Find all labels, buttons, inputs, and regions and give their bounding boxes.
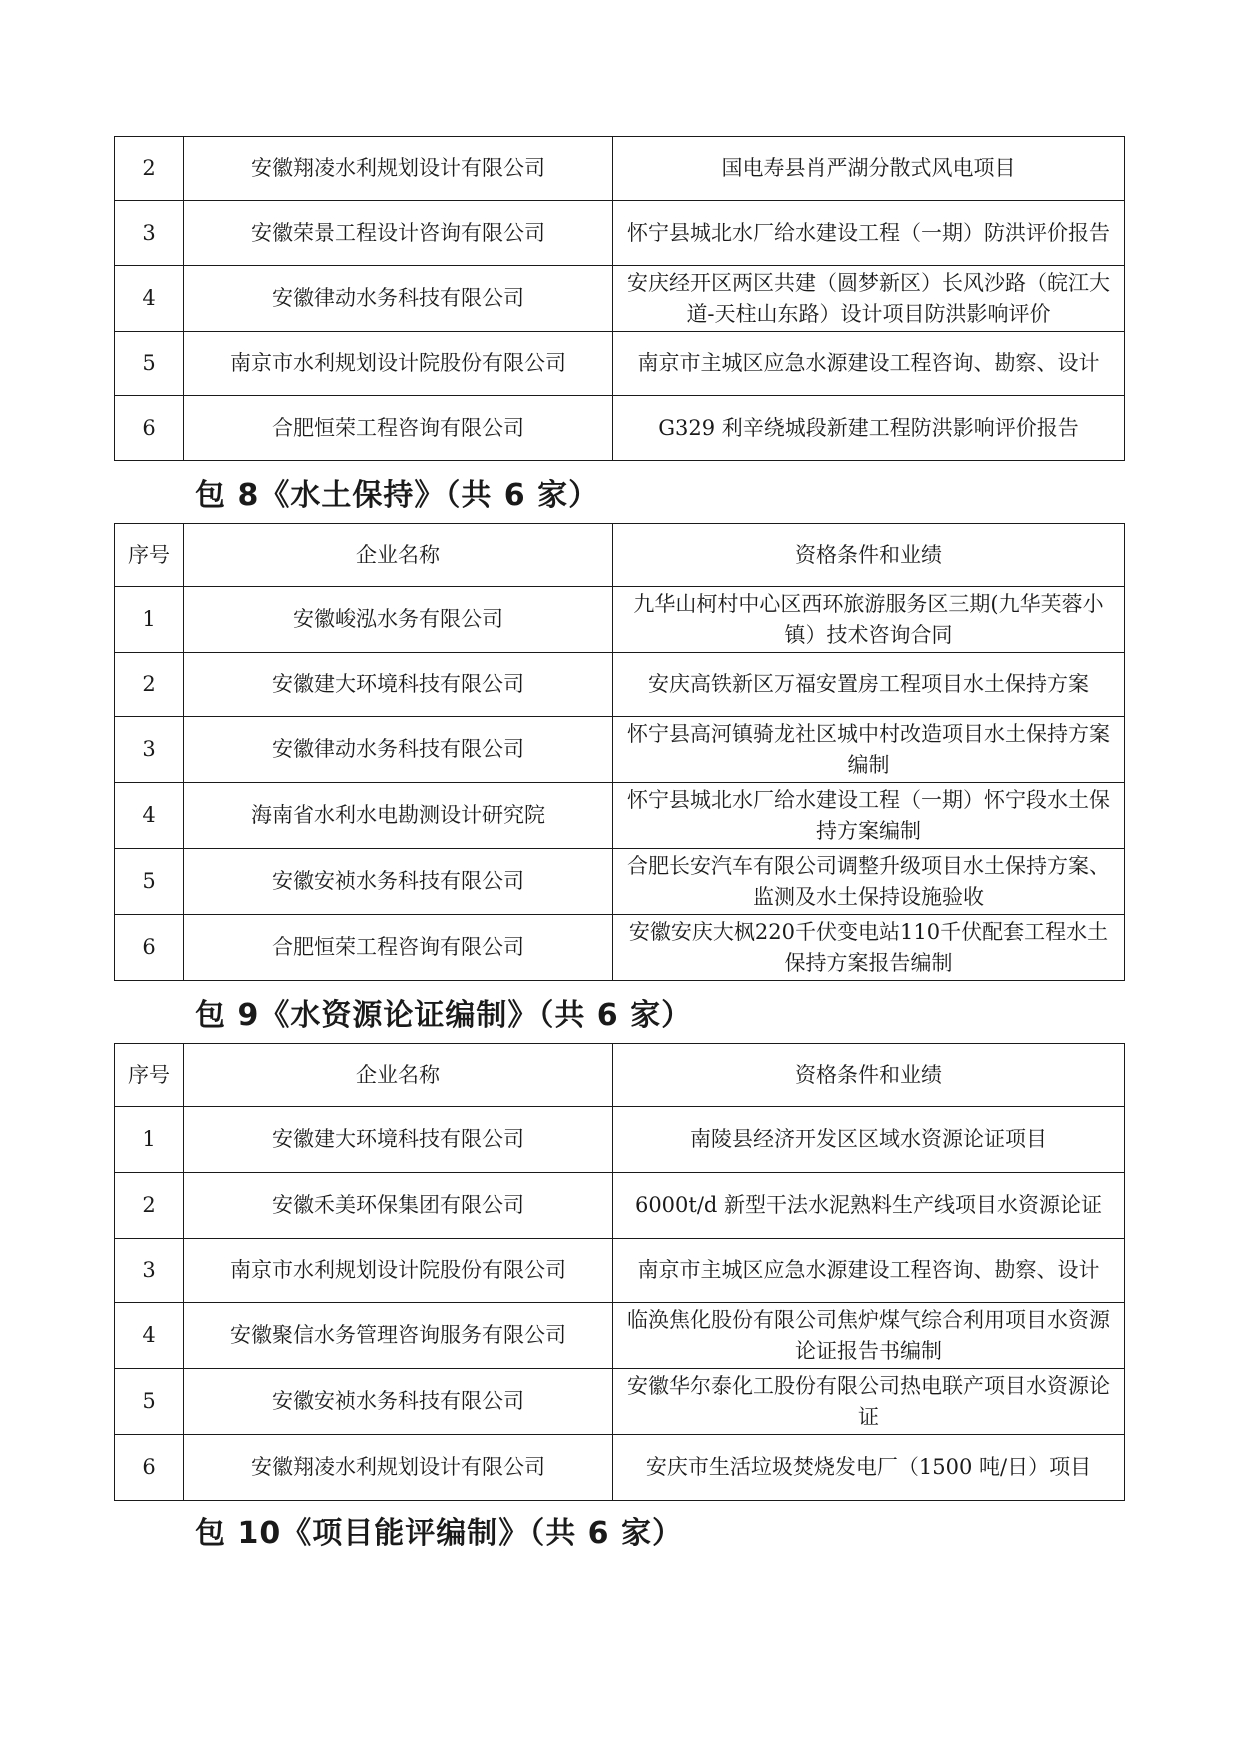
company-name: 安徽荣景工程设计咨询有限公司	[184, 201, 613, 266]
project-record: 合肥长安汽车有限公司调整升级项目水土保持方案、监测及水土保持设施验收	[613, 849, 1125, 915]
project-record: 国电寿县肖严湖分散式风电项目	[613, 137, 1125, 201]
table-row	[115, 396, 1125, 461]
company-name: 安徽峻泓水务有限公司	[184, 587, 613, 653]
row-number: 6	[115, 396, 184, 461]
row-number: 6	[115, 915, 184, 981]
table-row	[115, 717, 1125, 783]
company-name: 安徽翔凌水利规划设计有限公司	[184, 1435, 613, 1501]
row-number: 5	[115, 332, 184, 396]
header-number: 序号	[115, 1044, 184, 1107]
row-number: 4	[115, 783, 184, 849]
table-row	[115, 1369, 1125, 1435]
header-project: 资格条件和业绩	[613, 1044, 1125, 1107]
project-record: 怀宁县城北水厂给水建设工程（一期）怀宁段水土保持方案编制	[613, 783, 1125, 849]
project-record: 安庆经开区两区共建（圆梦新区）长风沙路（皖江大道-天柱山东路）设计项目防洪影响评价	[613, 266, 1125, 332]
company-name: 安徽建大环境科技有限公司	[184, 653, 613, 717]
row-number: 5	[115, 1369, 184, 1435]
table-row	[115, 1303, 1125, 1369]
company-name: 合肥恒荣工程咨询有限公司	[184, 396, 613, 461]
table-row	[115, 1239, 1125, 1303]
company-name: 南京市水利规划设计院股份有限公司	[184, 332, 613, 396]
company-name: 安徽律动水务科技有限公司	[184, 717, 613, 783]
table-row	[115, 266, 1125, 332]
row-number: 3	[115, 201, 184, 266]
project-record: 南京市主城区应急水源建设工程咨询、勘察、设计	[613, 1239, 1125, 1303]
package10-heading: 包 10《项目能评编制》（共 6 家）	[195, 1516, 683, 1551]
project-record: 安庆高铁新区万福安置房工程项目水土保持方案	[613, 653, 1125, 717]
row-number: 1	[115, 587, 184, 653]
table-top	[114, 136, 1125, 461]
table-row	[115, 332, 1125, 396]
table-row	[115, 783, 1125, 849]
project-record: 南陵县经济开发区区域水资源论证项目	[613, 1107, 1125, 1173]
table-row	[115, 587, 1125, 653]
header-company: 企业名称	[184, 524, 613, 587]
company-name: 合肥恒荣工程咨询有限公司	[184, 915, 613, 981]
table-package8	[114, 523, 1125, 981]
project-record: 南京市主城区应急水源建设工程咨询、勘察、设计	[613, 332, 1125, 396]
table-row	[115, 915, 1125, 981]
project-record: 怀宁县城北水厂给水建设工程（一期）防洪评价报告	[613, 201, 1125, 266]
header-company: 企业名称	[184, 1044, 613, 1107]
row-number: 3	[115, 1239, 184, 1303]
project-record: 安徽安庆大枫220千伏变电站110千伏配套工程水土保持方案报告编制	[613, 915, 1125, 981]
table-row	[115, 653, 1125, 717]
package9-heading: 包 9《水资源论证编制》（共 6 家）	[195, 998, 693, 1033]
company-name: 安徽聚信水务管理咨询服务有限公司	[184, 1303, 613, 1369]
table-header-row	[115, 524, 1125, 587]
row-number: 5	[115, 849, 184, 915]
table-row	[115, 201, 1125, 266]
company-name: 安徽禾美环保集团有限公司	[184, 1173, 613, 1239]
row-number: 2	[115, 137, 184, 201]
package8-heading: 包 8《水土保持》（共 6 家）	[195, 478, 600, 513]
project-record: 安徽华尔泰化工股份有限公司热电联产项目水资源论证	[613, 1369, 1125, 1435]
project-record: 九华山柯村中心区西环旅游服务区三期(九华芙蓉小镇）技术咨询合同	[613, 587, 1125, 653]
row-number: 6	[115, 1435, 184, 1501]
project-record: 安庆市生活垃圾焚烧发电厂（1500 吨/日）项目	[613, 1435, 1125, 1501]
row-number: 2	[115, 1173, 184, 1239]
company-name: 南京市水利规划设计院股份有限公司	[184, 1239, 613, 1303]
table-header-row	[115, 1044, 1125, 1107]
company-name: 安徽律动水务科技有限公司	[184, 266, 613, 332]
company-name: 安徽安祯水务科技有限公司	[184, 1369, 613, 1435]
company-name: 安徽翔凌水利规划设计有限公司	[184, 137, 613, 201]
company-name: 安徽建大环境科技有限公司	[184, 1107, 613, 1173]
project-record: 临涣焦化股份有限公司焦炉煤气综合利用项目水资源论证报告书编制	[613, 1303, 1125, 1369]
header-number: 序号	[115, 524, 184, 587]
table-row	[115, 849, 1125, 915]
header-project: 资格条件和业绩	[613, 524, 1125, 587]
project-record: 怀宁县高河镇骑龙社区城中村改造项目水土保持方案编制	[613, 717, 1125, 783]
company-name: 海南省水利水电勘测设计研究院	[184, 783, 613, 849]
table-row	[115, 1107, 1125, 1173]
row-number: 3	[115, 717, 184, 783]
table-package9	[114, 1043, 1125, 1501]
row-number: 4	[115, 266, 184, 332]
table-row	[115, 1435, 1125, 1501]
row-number: 4	[115, 1303, 184, 1369]
project-record: 6000t/d 新型干法水泥熟料生产线项目水资源论证	[613, 1173, 1125, 1239]
company-name: 安徽安祯水务科技有限公司	[184, 849, 613, 915]
project-record: G329 利辛绕城段新建工程防洪影响评价报告	[613, 396, 1125, 461]
row-number: 2	[115, 653, 184, 717]
table-row	[115, 137, 1125, 201]
table-row	[115, 1173, 1125, 1239]
row-number: 1	[115, 1107, 184, 1173]
